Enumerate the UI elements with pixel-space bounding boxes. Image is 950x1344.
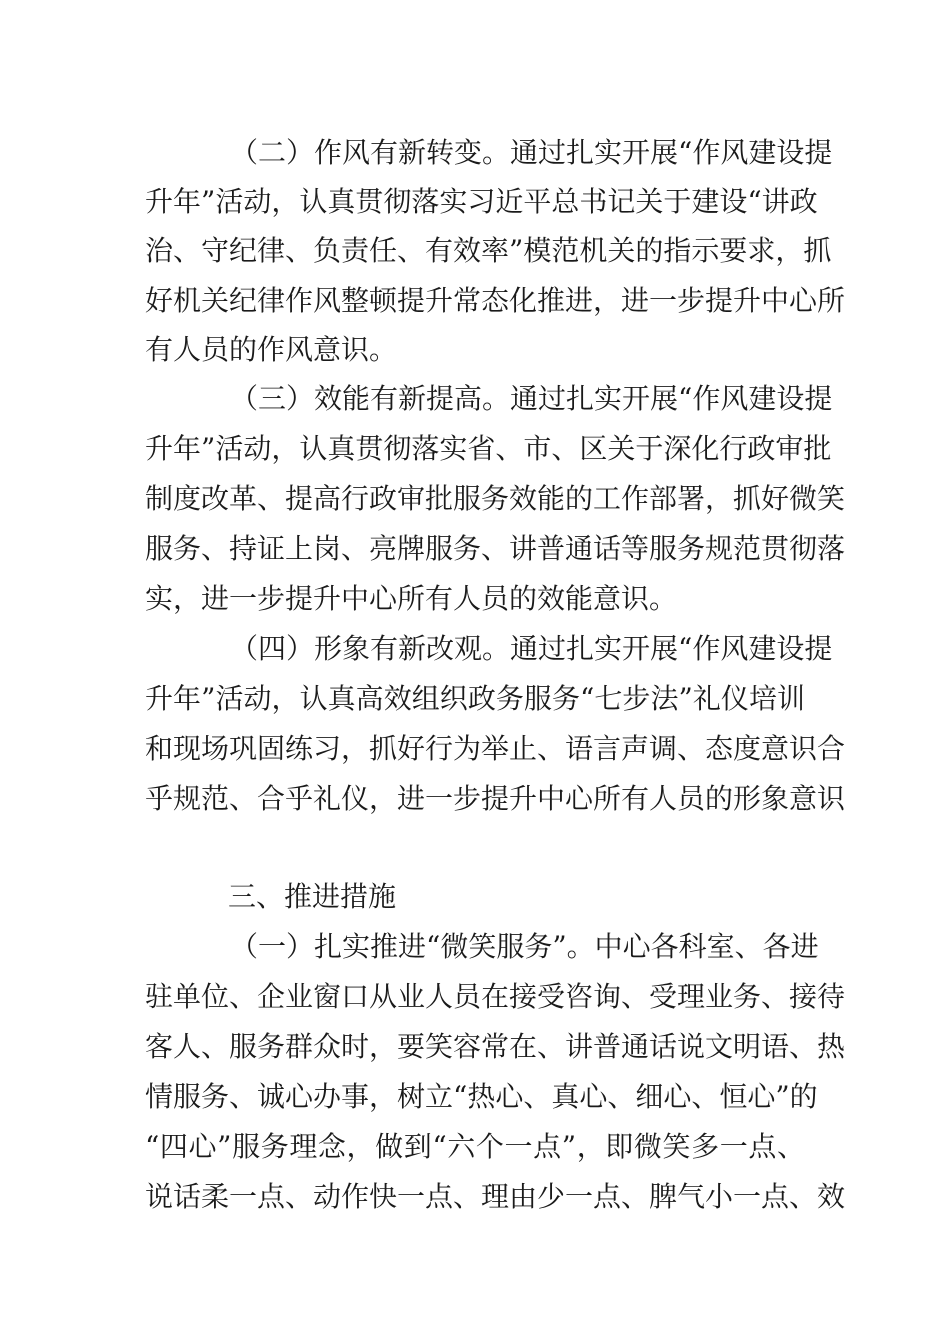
measure-1-line-6: 说话柔一点、动作快一点、理由少一点、脾气小一点、效 <box>145 1180 846 1213</box>
paragraph-3-line-1: （三）效能有新提高。通过扎实开展“作风建设提 <box>230 382 833 415</box>
paragraph-3-line-5: 实，进一步提升中心所有人员的效能意识。 <box>145 582 678 615</box>
paragraph-4-line-3: 和现场巩固练习，抓好行为举止、语言声调、态度意识合 <box>145 732 846 765</box>
section-heading: 三、推进措施 <box>228 880 397 913</box>
paragraph-3-line-2: 升年”活动，认真贯彻落实省、市、区关于深化行政审批 <box>145 432 832 465</box>
paragraph-2-line-5: 有人员的作风意识。 <box>145 333 398 366</box>
measure-1-line-1: （一）扎实推进“微笑服务”。中心各科室、各进 <box>230 930 819 963</box>
paragraph-2-line-4: 好机关纪律作风整顿提升常态化推进，进一步提升中心所 <box>145 284 846 317</box>
paragraph-2-line-1: （二）作风有新转变。通过扎实开展“作风建设提 <box>230 136 833 169</box>
measure-1-line-4: 情服务、诚心办事，树立“热心、真心、细心、恒心”的 <box>145 1080 818 1113</box>
paragraph-2-line-2: 升年”活动，认真贯彻落实习近平总书记关于建设“讲政 <box>145 185 818 218</box>
paragraph-3-line-3: 制度改革、提高行政审批服务效能的工作部署，抓好微笑 <box>145 482 846 515</box>
measure-1-line-2: 驻单位、企业窗口从业人员在接受咨询、受理业务、接待 <box>145 980 846 1013</box>
paragraph-3-line-4: 服务、持证上岗、亮牌服务、讲普通话等服务规范贯彻落 <box>145 532 846 565</box>
paragraph-2-line-3: 治、守纪律、负责任、有效率”模范机关的指示要求，抓 <box>145 234 832 267</box>
paragraph-4-line-4: 乎规范、合乎礼仪，进一步提升中心所有人员的形象意识 <box>145 782 846 815</box>
measure-1-line-3: 客人、服务群众时，要笑容常在、讲普通话说文明语、热 <box>145 1030 846 1063</box>
measure-1-line-5: “四心”服务理念，做到“六个一点”，即微笑多一点、 <box>145 1130 805 1163</box>
paragraph-4-line-1: （四）形象有新改观。通过扎实开展“作风建设提 <box>230 632 833 665</box>
paragraph-4-line-2: 升年”活动，认真高效组织政务服务“七步法”礼仪培训 <box>145 682 805 715</box>
